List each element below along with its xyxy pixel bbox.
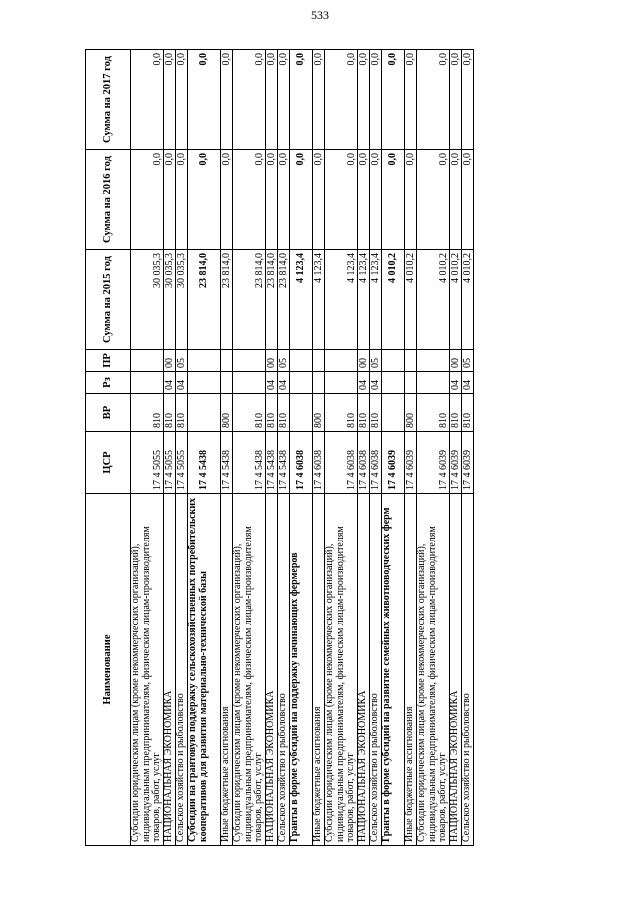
cell-sum-2016: 0,0 [164,150,176,250]
cell-sum-2017: 0,0 [405,50,417,150]
cell-sum-2015: 4 123,4 [290,250,313,350]
table-row [164,50,176,846]
cell-sum-2017: 0,0 [131,50,164,150]
table-row [405,50,417,846]
cell-sum-2017: 0,0 [290,50,313,150]
cell-sum-2016: 0,0 [450,150,462,250]
cell-csr: 17 4 5438 [278,432,290,494]
cell-name: Сельское хозяйство и рыболовство [370,494,382,846]
cell-csr: 17 4 6039 [450,432,462,494]
rotated-table-container [85,50,561,846]
cell-sum-2015: 4 123,4 [313,250,325,350]
table-row [278,50,290,846]
cell-pr [417,350,450,372]
cell-rz: 04 [450,372,462,394]
cell-sum-2016: 0,0 [405,150,417,250]
cell-sum-2016: 0,0 [358,150,370,250]
table-row [450,50,462,846]
cell-pr: 05 [462,350,474,372]
table-row [176,50,188,846]
cell-csr: 17 4 5438 [188,432,221,494]
cell-name: Сельское хозяйство и рыболовство [462,494,474,846]
cell-pr: 05 [370,350,382,372]
cell-sum-2015: 4 010,2 [450,250,462,350]
cell-name: Иные бюджетные ассигнования [405,494,417,846]
cell-name: Субсидии на грантовую поддержку сельскохозяйственных потребительских кооперативов для развития материально-технической базы [188,494,221,846]
cell-rz [221,372,233,394]
cell-name: НАЦИОНАЛЬНАЯ ЭКОНОМИКА [358,494,370,846]
cell-sum-2015: 4 010,2 [405,250,417,350]
cell-sum-2016: 0,0 [266,150,278,250]
cell-pr [325,350,358,372]
cell-sum-2017: 0,0 [382,50,405,150]
cell-name: НАЦИОНАЛЬНАЯ ЭКОНОМИКА [266,494,278,846]
header-sum-2017: Сумма на 2017 год [86,50,131,150]
budget-table [85,49,474,846]
cell-vr: 810 [462,394,474,432]
cell-vr: 810 [278,394,290,432]
cell-rz [131,372,164,394]
cell-sum-2017: 0,0 [221,50,233,150]
table-row [358,50,370,846]
cell-vr: 810 [233,394,266,432]
cell-vr: 810 [417,394,450,432]
cell-pr [405,350,417,372]
cell-sum-2015: 23 814,0 [233,250,266,350]
cell-rz [188,372,221,394]
cell-name: Гранты в форме субсидий на развитие семейных животноводческих ферм [382,494,405,846]
cell-name: НАЦИОНАЛЬНАЯ ЭКОНОМИКА [450,494,462,846]
header-sum-2015: Сумма на 2015 год [86,250,131,350]
table-row [221,50,233,846]
cell-sum-2015: 4 010,2 [462,250,474,350]
page-number: 533 [311,8,329,22]
cell-name: Субсидии юридическим лицам (кроме некоммерческих организаций), индивидуальным предпринимателям, физическим лицам-производителям товаров, работ, услуг [325,494,358,846]
cell-sum-2016: 0,0 [233,150,266,250]
cell-csr: 17 4 6039 [405,432,417,494]
cell-name: Сельское хозяйство и рыболовство [278,494,290,846]
header-csr: ЦСР [86,432,131,494]
cell-sum-2016: 0,0 [313,150,325,250]
cell-sum-2017: 0,0 [164,50,176,150]
cell-csr: 17 4 6038 [313,432,325,494]
cell-sum-2016: 0,0 [290,150,313,250]
cell-csr: 17 4 6038 [370,432,382,494]
cell-rz: 04 [358,372,370,394]
cell-pr [233,350,266,372]
cell-vr: 810 [131,394,164,432]
cell-rz: 04 [266,372,278,394]
cell-sum-2016: 0,0 [417,150,450,250]
cell-csr: 17 4 6038 [290,432,313,494]
cell-vr [188,394,221,432]
table-row [290,50,313,846]
cell-name: Иные бюджетные ассигнования [221,494,233,846]
cell-name: Сельское хозяйство и рыболовство [176,494,188,846]
cell-sum-2017: 0,0 [278,50,290,150]
table-row [313,50,325,846]
cell-rz: 04 [278,372,290,394]
cell-vr: 810 [266,394,278,432]
cell-sum-2015: 30 035,3 [164,250,176,350]
cell-sum-2017: 0,0 [462,50,474,150]
cell-vr: 800 [405,394,417,432]
cell-rz [405,372,417,394]
cell-sum-2015: 4 010,2 [382,250,405,350]
cell-vr: 810 [450,394,462,432]
table-row [382,50,405,846]
cell-sum-2015: 30 035,3 [131,250,164,350]
cell-rz [382,372,405,394]
cell-csr: 17 4 5055 [176,432,188,494]
cell-sum-2016: 0,0 [370,150,382,250]
cell-sum-2015: 4 123,4 [358,250,370,350]
table-row [131,50,164,846]
cell-vr: 800 [221,394,233,432]
cell-sum-2015: 23 814,0 [221,250,233,350]
cell-name: Субсидии юридическим лицам (кроме некоммерческих организаций), индивидуальным предпринимателям, физическим лицам-производителям товаров, работ, услуг [417,494,450,846]
cell-pr: 05 [176,350,188,372]
cell-pr: 00 [358,350,370,372]
cell-pr [131,350,164,372]
table-row [188,50,221,846]
cell-sum-2015: 23 814,0 [266,250,278,350]
cell-rz [290,372,313,394]
table-row [462,50,474,846]
cell-vr: 800 [313,394,325,432]
cell-pr [382,350,405,372]
cell-csr: 17 4 6038 [325,432,358,494]
header-vr: ВР [86,394,131,432]
table-row [370,50,382,846]
cell-csr: 17 4 5438 [221,432,233,494]
cell-rz: 04 [176,372,188,394]
cell-sum-2017: 0,0 [266,50,278,150]
cell-csr: 17 4 5055 [131,432,164,494]
table-row [417,50,450,846]
cell-rz [233,372,266,394]
cell-sum-2017: 0,0 [417,50,450,150]
cell-sum-2016: 0,0 [462,150,474,250]
cell-sum-2016: 0,0 [188,150,221,250]
cell-name: Субсидии юридическим лицам (кроме некоммерческих организаций), индивидуальным предпринимателям, физическим лицам-производителям товаров, работ, услуг [131,494,164,846]
cell-pr [290,350,313,372]
cell-csr: 17 4 6039 [417,432,450,494]
cell-rz: 04 [370,372,382,394]
cell-vr: 810 [164,394,176,432]
cell-vr: 810 [358,394,370,432]
cell-rz [313,372,325,394]
cell-csr: 17 4 6038 [358,432,370,494]
cell-name: Гранты в форме субсидий на поддержку начинающих фермеров [290,494,313,846]
cell-sum-2015: 30 035,3 [176,250,188,350]
cell-vr: 810 [325,394,358,432]
cell-csr: 17 4 6039 [382,432,405,494]
cell-sum-2015: 4 123,4 [370,250,382,350]
header-pr: ПР [86,350,131,372]
cell-vr [382,394,405,432]
header-rz: Рз [86,372,131,394]
cell-pr [313,350,325,372]
cell-pr [188,350,221,372]
cell-csr: 17 4 5438 [233,432,266,494]
table-header-row [86,50,131,846]
cell-sum-2016: 0,0 [131,150,164,250]
cell-rz [325,372,358,394]
cell-csr: 17 4 5055 [164,432,176,494]
cell-sum-2017: 0,0 [358,50,370,150]
cell-csr: 17 4 6039 [462,432,474,494]
table-body [131,50,474,846]
header-sum-2016: Сумма на 2016 год [86,150,131,250]
cell-sum-2016: 0,0 [382,150,405,250]
cell-vr: 810 [370,394,382,432]
header-name: Наименование [86,494,131,846]
cell-sum-2017: 0,0 [176,50,188,150]
table-row [325,50,358,846]
cell-pr: 00 [266,350,278,372]
cell-rz: 04 [462,372,474,394]
cell-rz [417,372,450,394]
cell-sum-2017: 0,0 [233,50,266,150]
cell-sum-2017: 0,0 [450,50,462,150]
cell-sum-2017: 0,0 [313,50,325,150]
cell-rz: 04 [164,372,176,394]
cell-vr: 810 [176,394,188,432]
cell-sum-2017: 0,0 [325,50,358,150]
cell-vr [290,394,313,432]
cell-pr: 00 [450,350,462,372]
cell-sum-2015: 23 814,0 [188,250,221,350]
cell-name: Иные бюджетные ассигнования [313,494,325,846]
table-row [266,50,278,846]
cell-sum-2015: 4 123,4 [325,250,358,350]
cell-csr: 17 4 5438 [266,432,278,494]
cell-sum-2016: 0,0 [176,150,188,250]
cell-pr: 00 [164,350,176,372]
table-row [233,50,266,846]
cell-sum-2015: 4 010,2 [417,250,450,350]
cell-sum-2017: 0,0 [370,50,382,150]
cell-sum-2016: 0,0 [278,150,290,250]
cell-sum-2017: 0,0 [188,50,221,150]
cell-sum-2016: 0,0 [221,150,233,250]
cell-name: НАЦИОНАЛЬНАЯ ЭКОНОМИКА [164,494,176,846]
cell-name: Субсидии юридическим лицам (кроме некоммерческих организаций), индивидуальным предпринимателям, физическим лицам-производителям товаров, работ, услуг [233,494,266,846]
cell-pr: 05 [278,350,290,372]
cell-sum-2015: 23 814,0 [278,250,290,350]
cell-pr [221,350,233,372]
cell-sum-2016: 0,0 [325,150,358,250]
